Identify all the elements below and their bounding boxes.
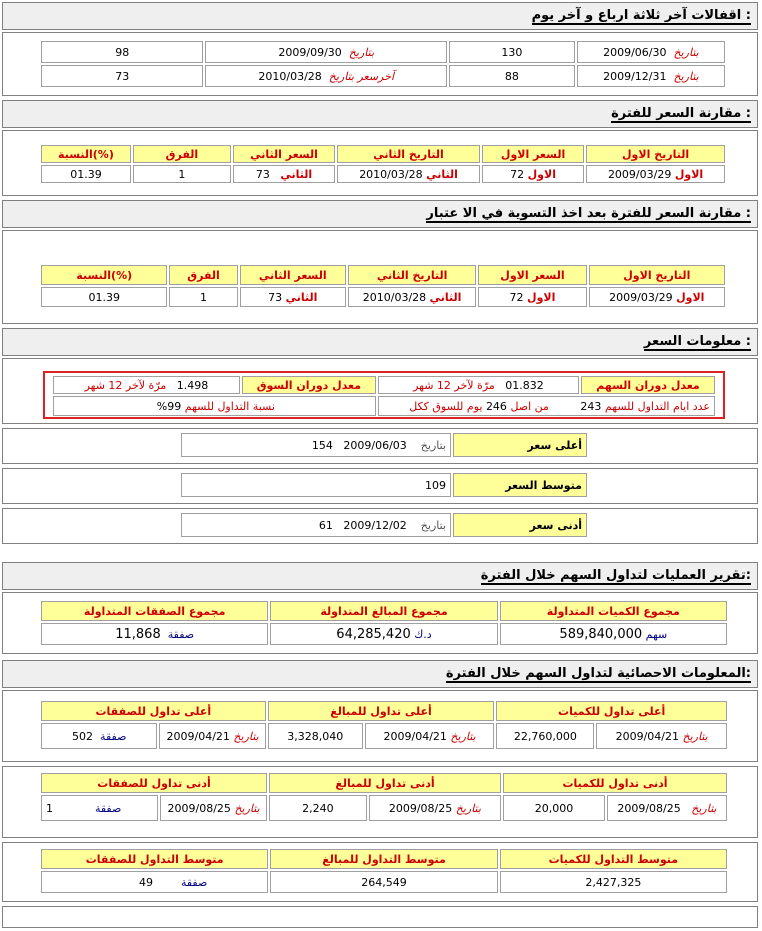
max-trading-table xyxy=(39,699,729,751)
trading-ratio-cell: نسبة التداول للسهم 99% xyxy=(53,396,376,416)
column-header: (%)النسبة xyxy=(41,265,167,285)
adjusted-compare-table xyxy=(39,263,727,309)
column-header: أدنى تداول للكميات xyxy=(503,773,727,793)
turnover-table xyxy=(51,374,717,418)
stock-turnover-value: 01.832 مرّة لآخر 12 شهر xyxy=(378,376,579,394)
section-header-price-info xyxy=(2,328,758,356)
column-header: متوسط التداول للكميات xyxy=(500,849,727,869)
closing-value-cell: 88 xyxy=(449,65,575,87)
section-header-operations xyxy=(2,562,758,590)
percentage-cell: 01.39 xyxy=(41,165,131,183)
section-header-price-compare xyxy=(2,100,758,128)
max-qty-cell: 22,760,000 xyxy=(496,723,594,749)
closing-date-cell: بتاريخ 2009/06/30 xyxy=(577,41,725,63)
difference-cell: 1 xyxy=(169,287,237,307)
column-header: (%)النسبة xyxy=(41,145,131,163)
last-closings-panel xyxy=(2,32,758,96)
first-price-cell: الاول 72 xyxy=(478,287,586,307)
min-trading-panel xyxy=(2,766,758,838)
closing-value-cell: 130 xyxy=(449,41,575,63)
price-compare-panel xyxy=(2,130,758,196)
closing-value-cell: 98 xyxy=(41,41,203,63)
column-header: أدنى تداول للصفقات xyxy=(41,773,267,793)
high-price-label: أعلى سعر xyxy=(453,433,587,457)
avg-deals-cell: صفقة 49 xyxy=(41,871,268,893)
first-date-cell: الاول 2009/03/29 xyxy=(586,165,725,183)
avg-qty-cell: 2,427,325 xyxy=(500,871,727,893)
second-price-cell: الثاني 73 xyxy=(233,165,335,183)
max-deals-date-cell: بتاريخ 2009/04/21 xyxy=(159,723,265,749)
second-date-cell: الثاني 2010/03/28 xyxy=(348,287,476,307)
column-header: التاريخ الاول xyxy=(586,145,725,163)
low-price-label: أدنى سعر xyxy=(453,513,587,537)
max-amt-cell: 3,328,040 xyxy=(268,723,363,749)
turnover-panel xyxy=(2,358,758,424)
section-header-adjusted-compare xyxy=(2,200,758,228)
second-price-cell: الثاني 73 xyxy=(240,287,346,307)
high-price-panel xyxy=(2,428,758,464)
min-trading-table xyxy=(39,771,729,823)
difference-cell: 1 xyxy=(133,165,231,183)
min-qty-date-cell: بتاريخ 2009/08/25 xyxy=(607,795,727,821)
last-closings-table xyxy=(39,39,727,89)
section-title: المعلومات الاحصائية لتداول السهم خلال الفترة: xyxy=(445,666,751,681)
min-qty-cell: 20,000 xyxy=(503,795,605,821)
avg-price-label: متوسط السعر xyxy=(453,473,587,497)
min-amt-date-cell: بتاريخ 2009/08/25 xyxy=(369,795,501,821)
avg-price-panel xyxy=(2,468,758,504)
trading-days-cell: عدد ايام التداول للسهم 243 من اصل 246 يوم للسوق ككل xyxy=(378,396,715,416)
column-header: أدنى تداول للمبالغ xyxy=(269,773,501,793)
low-price-panel xyxy=(2,508,758,544)
column-header: مجموع المبالغ المتداولة xyxy=(270,601,497,621)
high-price-value: بتاريخ 2009/06/03 154 xyxy=(181,433,451,457)
section-header-statistics xyxy=(2,660,758,688)
section-title: اقفالات آخر ثلاثة ارباع و آخر يوم : xyxy=(531,8,751,23)
operations-table xyxy=(39,599,729,647)
min-amt-cell: 2,240 xyxy=(269,795,367,821)
turnover-box xyxy=(43,371,725,419)
total-quantity-cell: سهم 589,840,000 xyxy=(500,623,727,645)
column-header: متوسط التداول للصفقات xyxy=(41,849,268,869)
high-price-table xyxy=(179,431,589,459)
column-header: أعلى تداول للصفقات xyxy=(41,701,266,721)
column-header: التاريخ الثاني xyxy=(348,265,476,285)
column-header: الفرق xyxy=(133,145,231,163)
max-qty-date-cell: بتاريخ 2009/04/21 xyxy=(596,723,727,749)
avg-price-table xyxy=(179,471,589,499)
first-date-cell: الاول 2009/03/29 xyxy=(589,287,725,307)
closing-value-cell: 73 xyxy=(41,65,203,87)
column-header: أعلى تداول للكميات xyxy=(496,701,727,721)
avg-price-value: 109 xyxy=(181,473,451,497)
total-deals-cell: صفقة 11,868 xyxy=(41,623,268,645)
column-header: التاريخ الاول xyxy=(589,265,725,285)
column-header: مجموع الصفقات المتداولة xyxy=(41,601,268,621)
column-header: متوسط التداول للمبالغ xyxy=(270,849,497,869)
market-turnover-label: معدل دوران السوق xyxy=(242,376,376,394)
closing-date-cell: آخرسعر بتاريخ 2010/03/28 xyxy=(205,65,447,87)
closing-date-cell: بتاريخ 2009/09/30 xyxy=(205,41,447,63)
column-header: السعر الاول xyxy=(482,145,584,163)
first-price-cell: الاول 72 xyxy=(482,165,584,183)
column-header: السعر الاول xyxy=(478,265,586,285)
avg-trading-table xyxy=(39,847,729,895)
min-deals-cell: صفقة 1 xyxy=(41,795,158,821)
total-amount-cell: د.ك 64,285,420 xyxy=(270,623,497,645)
market-turnover-value: 1.498 مرّة لآخر 12 شهر xyxy=(53,376,240,394)
section-title: مقارنة السعر للفترة : xyxy=(611,106,751,121)
column-header: مجموع الكميات المتداولة xyxy=(500,601,727,621)
section-header-last-closings xyxy=(2,2,758,30)
closing-date-cell: بتاريخ 2009/12/31 xyxy=(577,65,725,87)
min-deals-date-cell: بتاريخ 2009/08/25 xyxy=(160,795,267,821)
stock-turnover-label: معدل دوران السهم xyxy=(581,376,715,394)
section-title: مقارنة السعر للفترة بعد اخذ التسوية في الا عتبار : xyxy=(426,206,751,221)
column-header: السعر الثاني xyxy=(240,265,346,285)
max-amt-date-cell: بتاريخ 2009/04/21 xyxy=(365,723,495,749)
max-trading-panel xyxy=(2,690,758,762)
max-deals-cell: صفقة 502 xyxy=(41,723,157,749)
low-price-value: بتاريخ 2009/12/02 61 xyxy=(181,513,451,537)
adjusted-compare-panel xyxy=(2,230,758,324)
percentage-cell: 01.39 xyxy=(41,287,167,307)
second-date-cell: الثاني 2010/03/28 xyxy=(337,165,480,183)
low-price-table xyxy=(179,511,589,539)
footer-panel xyxy=(2,906,758,928)
operations-panel xyxy=(2,592,758,654)
column-header: التاريخ الثاني xyxy=(337,145,480,163)
avg-trading-panel xyxy=(2,842,758,902)
section-title: تقرير العمليات لتداول السهم خلال الفترة: xyxy=(480,568,751,583)
column-header: الفرق xyxy=(169,265,237,285)
section-title: معلومات السعر : xyxy=(643,334,751,349)
price-compare-table xyxy=(39,143,727,185)
column-header: أعلى تداول للمبالغ xyxy=(268,701,495,721)
avg-amt-cell: 264,549 xyxy=(270,871,497,893)
column-header: السعر الثاني xyxy=(233,145,335,163)
